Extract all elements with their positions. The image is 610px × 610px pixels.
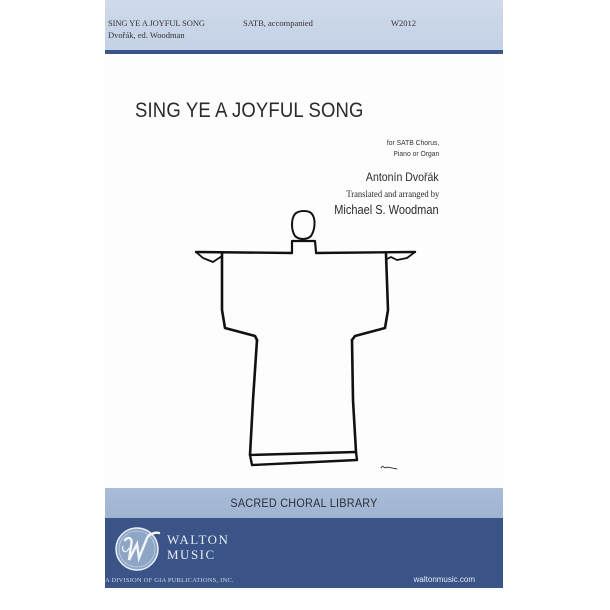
scoring-line-1: for SATB Chorus, bbox=[386, 138, 439, 147]
publisher-division: A DIVISION OF GIA PUBLICATIONS, INC. bbox=[105, 577, 234, 584]
walton-logo-icon bbox=[113, 524, 163, 574]
publisher-name bbox=[167, 532, 229, 562]
score-cover bbox=[105, 0, 503, 590]
publisher-name-line-1: WALTON bbox=[167, 532, 230, 547]
header-subtitle: Dvořák, ed. Woodman bbox=[108, 30, 185, 40]
header-title: SING YE A JOYFUL SONG bbox=[108, 18, 205, 28]
arranger-name: Michael S. Woodman bbox=[334, 203, 439, 217]
scoring-line-2: Piano or Organ bbox=[393, 149, 439, 158]
composer-name: Antonín Dvořák bbox=[366, 170, 439, 184]
series-name: SACRED CHORAL LIBRARY bbox=[230, 496, 378, 510]
header-voicing: SATB, accompanied bbox=[243, 18, 313, 28]
publisher-name-line-2: MUSIC bbox=[167, 547, 216, 562]
arrangement-credit: Translated and arranged by bbox=[346, 190, 439, 200]
robed-figure-icon bbox=[105, 0, 503, 490]
page-title: SING YE A JOYFUL SONG bbox=[135, 99, 364, 122]
publisher-website: waltonmusic.com bbox=[413, 575, 475, 584]
header-catalog-number: W2012 bbox=[391, 18, 417, 28]
